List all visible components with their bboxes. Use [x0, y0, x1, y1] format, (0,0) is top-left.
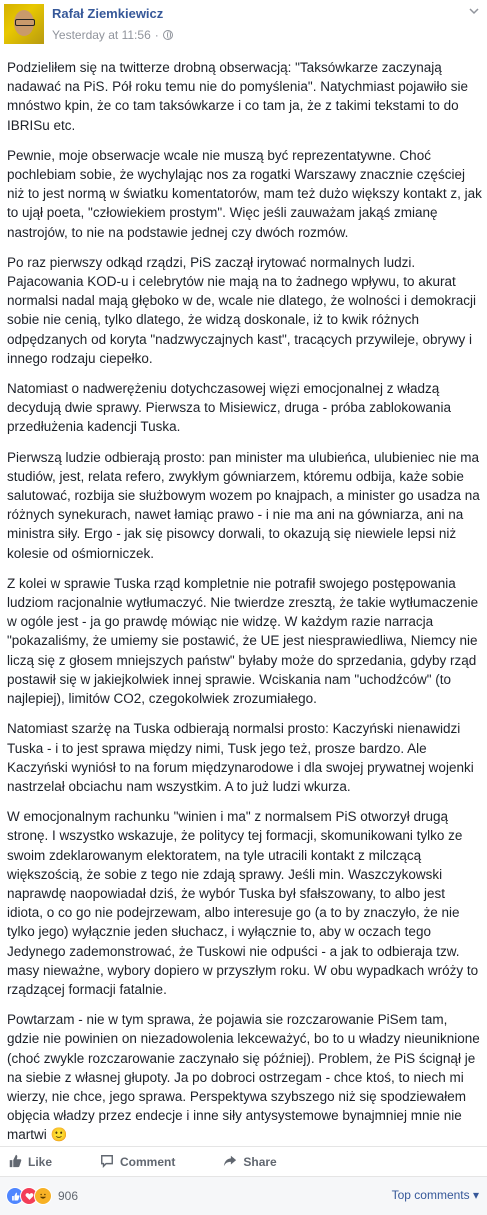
comment-label: Comment — [120, 1155, 176, 1169]
post-paragraph: Natomiast o nadwerężeniu dotychczasowej więzi emocjonalnej z władzą decydują dwie sprawy. Pierwsza to Misiewicz, druga - próba zablokowania przedłużenia kadencji Tuska. — [7, 381, 451, 435]
haha-reaction-icon — [34, 1187, 52, 1205]
avatar-glasses — [15, 19, 35, 26]
post-paragraph: Natomiast szarżę na Tuska odbierają normalsi prosto: Kaczyński nienawidzi Tuska - i to jest sprawa między nimi, Tusk jego też, prosze bardzo. Ale Kaczyński wyniósł to na forum międzynarodowe i dla swojej prywatnej wojenki nastrzelał obciachu nam wszystkim. A to już ludzi wkurza. — [7, 721, 474, 794]
post-paragraph: Pierwszą ludzie odbierają prosto: pan minister ma ulubieńca, ulubieniec nie ma studiów, jest, relata refero, zwykłym gówniarzem, któremu odbija, każe sobie salutować, rozbija sie służbowym wozem po knajpach, a minister go usadza na różnych synekurach, nawet łamiąc prawo - i nie ma ani na gówniarza, ani na ministra siły. Ergo - jak się pisowcy dorwali, to okazują się niewiele lepsi niż kolesie od ośmiorniczek. — [7, 449, 480, 561]
share-icon — [223, 1154, 237, 1171]
post-meta — [52, 28, 173, 42]
meta-separator: · — [154, 28, 159, 42]
post-paragraph: Pewnie, moje obserwacje wcale nie muszą być reprezentatywne. Choć pochlebiam sobie, że wychylając nos za rogatki Warszawy znacznie częściej niż to jest normą w światku komentatorów, mam też dużo większy kontakt z, jak to ujął poeta, "człowiekiem prostym". Więc jeśli zauważam jakąś zmianę nastrojów, to nie na podstawie jednej czy dwóch rozmów. — [7, 147, 482, 240]
share-button[interactable] — [223, 1154, 276, 1171]
top-comments-dropdown[interactable]: Top comments ▾ — [391, 1188, 479, 1202]
comment-icon — [100, 1154, 114, 1171]
like-button[interactable] — [8, 1154, 52, 1171]
post-paragraph: Po raz pierwszy odkąd rządzi, PiS zaczął irytować normalnych ludzi. Pajacowania KOD-u i celebrytów nie mają na to żadnego wpływu, to akurat normalsi nadal mają głęboko w de, wcale nie dlatego, że wolności i demokracji sobie nie cenią, tylko dlatego, że widzą doskonale, iż to kwik różnych odpędzanych od koryta "nadzwyczajnych kast", tracących przywileje, obrywy i innego rodzaju ciepełko. — [7, 254, 476, 366]
reaction-count: 906 — [58, 1189, 79, 1203]
like-label: Like — [28, 1155, 53, 1169]
post-paragraph: Z kolei w sprawie Tuska rząd kompletnie nie potrafił swojego postępowania ludziom racjonalnie wytłumaczyć. Nie twierdze zresztą, że takie wytłumaczenie w ogóle jest - ja go prawdę mówiąc nie widzę. W każdym razie narracja "pokazaliśmy, że umiemy sie postawić, że UE jest niesprawiedliwa, Niemcy nie liczą się z głosem mniejszych państw" byłaby może do sprzedania, gdyby rząd postawił się w jakiejkolwiek innej sprawie. Wciskania nam "uchodźców" (to najlepiej), limitów CO2, czegokolwiek zrozumiałego. — [7, 575, 479, 707]
globe-icon[interactable] — [163, 30, 173, 40]
post-body — [7, 58, 483, 1156]
post-footer — [0, 1176, 487, 1215]
author-avatar[interactable] — [4, 4, 44, 44]
post-timestamp[interactable]: Yesterday at 11:56 — [52, 28, 151, 42]
reactions-summary[interactable] — [6, 1187, 78, 1205]
post-paragraph: Powtarzam - nie w tym sprawa, że pojawia sie rozczarowanie PiSem tam, gdzie nie powinien on niezadowolenia lekceważyć, bo to u władzy nieuniknione (choć zwykle rozczarowanie zaczynało się później). Problem, że PiS ścignął je na siebie z własnej głupoty. Ja po dobroci ostrzegam - chce ktoś, to niech mi wierzy, nie chce, jego sprawa. Perspektywa szybszego niż się spodziewałem objęcia władzy przez endecje i inne siły antysystemowe bynajmniej mnie nie martwi 🙂 — [7, 1012, 480, 1143]
thumbs-up-icon — [8, 1154, 22, 1171]
post-actions-bar — [0, 1146, 487, 1177]
post-paragraph: Podzieliłem się na twitterze drobną obserwacją: "Taksówkarze zaczynają nadawać na PiS. Pół roku temu nie do pomyślenia". Natychmiast pojawiło sie mnóstwo kpin, że co tam taksówkarze i co tam ja, że z takimi tekstami to do IBRISu etc. — [7, 60, 469, 133]
chevron-down-icon[interactable] — [469, 6, 479, 16]
comment-button[interactable] — [100, 1154, 175, 1171]
post-paragraph: W emocjonalnym rachunku "winien i ma" z normalsem PiS otworzył drugą stronę. I wszystko wskazuje, że politycy tej formacji, skomunikowani tylko ze swoim zdeklarowanym elektoratem, na tyle utracili kontakt z milczącą większością, że sobie z tego nie zdają sprawy. Jeśli min. Waszczykowski naprawdę naopowiadał dziś, że wybór Tuska był sfałszowany, to albo jest idiota, o co go nie podejrzewam, albo interesuje go (a to by znaczyło, że nie tylko jego) wyłącznie jeden słuchacz, i wyłącznie to, aby w oczach tego Jedynego zademonstrować, że Tuskowi nie odpuści - a jak to odbieraja tzw. masy nieważne, wybory dopiero w przyszłym roku. W obu wypadkach wróży to rządzącej formacji fatalnie. — [7, 809, 479, 997]
share-label: Share — [243, 1155, 277, 1169]
author-name[interactable]: Rafał Ziemkiewicz — [52, 6, 164, 21]
post-header — [0, 0, 487, 52]
